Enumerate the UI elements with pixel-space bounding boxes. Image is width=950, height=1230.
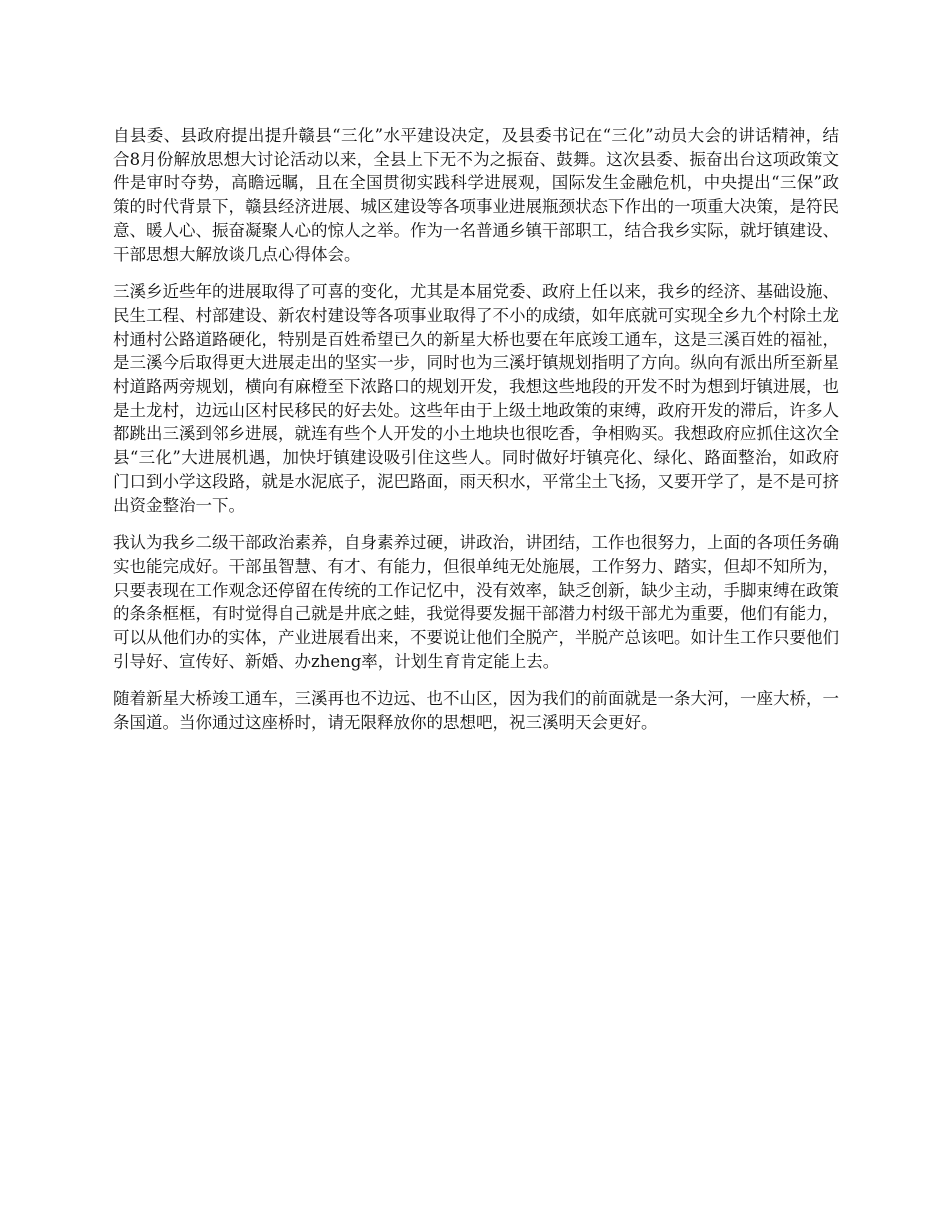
document-body [113,124,839,749]
paragraph-1: 自县委、县政府提出提升赣县“三化”水平建设决定，及县委书记在“三化”动员大会的讲话精神，结合8月份解放思想大讨论活动以来，全县上下无不为之振奋、鼓舞。这次县委、振奋出台这项政策文件是审时夺势，高瞻远瞩，且在全国贯彻实践科学进展观，国际发生金融危机，中央提出“三保”政策的时代背景下，赣县经济进展、城区建设等各项事业进展瓶颈状态下作出的一项重大决策，是符民意、暖人心、振奋凝聚人心的惊人之举。作为一名普通乡镇干部职工，结合我乡实际，就圩镇建设、干部思想大解放谈几点心得体会。 [113,126,839,264]
paragraph-4: 随着新星大桥竣工通车，三溪再也不边远、也不山区，因为我们的前面就是一条大河，一座大桥，一条国道。当你通过这座桥时，请无限释放你的思想吧，祝三溪明天会更好。 [113,689,839,733]
paragraph-2: 三溪乡近些年的进展取得了可喜的变化，尤其是本届党委、政府上任以来，我乡的经济、基础设施、民生工程、村部建设、新农村建设等各项事业取得了不小的成绩，如年底就可实现全乡九个村除土龙村通村公路道路硬化，特别是百姓希望已久的新星大桥也要在年底竣工通车，这是三溪百姓的福祉，是三溪今后取得更大进展走出的坚实一步，同时也为三溪圩镇规划指明了方向。纵向有派出所至新星村道路两旁规划，横向有麻橙至下浓路口的规划开发，我想这些地段的开发不时为想到圩镇进展，也是土龙村，边远山区村民移民的好去处。这些年由于上级土地政策的束缚，政府开发的滞后，许多人都跳出三溪到邻乡进展，就连有些个人开发的小土地块也很吃香，争相购买。我想政府应抓住这次全县“三化”大进展机遇，加快圩镇建设吸引住这些人。同时做好圩镇亮化、绿化、路面整治，如政府门口到小学这段路，就是水泥底子，泥巴路面，雨天积水，平常尘土飞扬，又要开学了，是不是可挤出资金整治一下。 [113,282,839,515]
paragraph-3: 我认为我乡二级干部政治素养，自身素养过硬，讲政治，讲团结，工作也很努力，上面的各项任务确实也能完成好。干部虽智慧、有才、有能力，但很单纯无处施展，工作努力、踏实，但却不知所为，只要表现在工作观念还停留在传统的工作记忆中，没有效率，缺乏创新，缺少主动，手脚束缚在政策的条条框框，有时觉得自己就是井底之蛙，我觉得要发掘干部潜力村级干部尤为重要，他们有能力，可以从他们办的实体，产业进展看出来，不要说让他们全脱产，半脱产总该吧。如计生工作只要他们引导好、宣传好、新婚、办zheng率，计划生育肯定能上去。 [113,533,839,671]
